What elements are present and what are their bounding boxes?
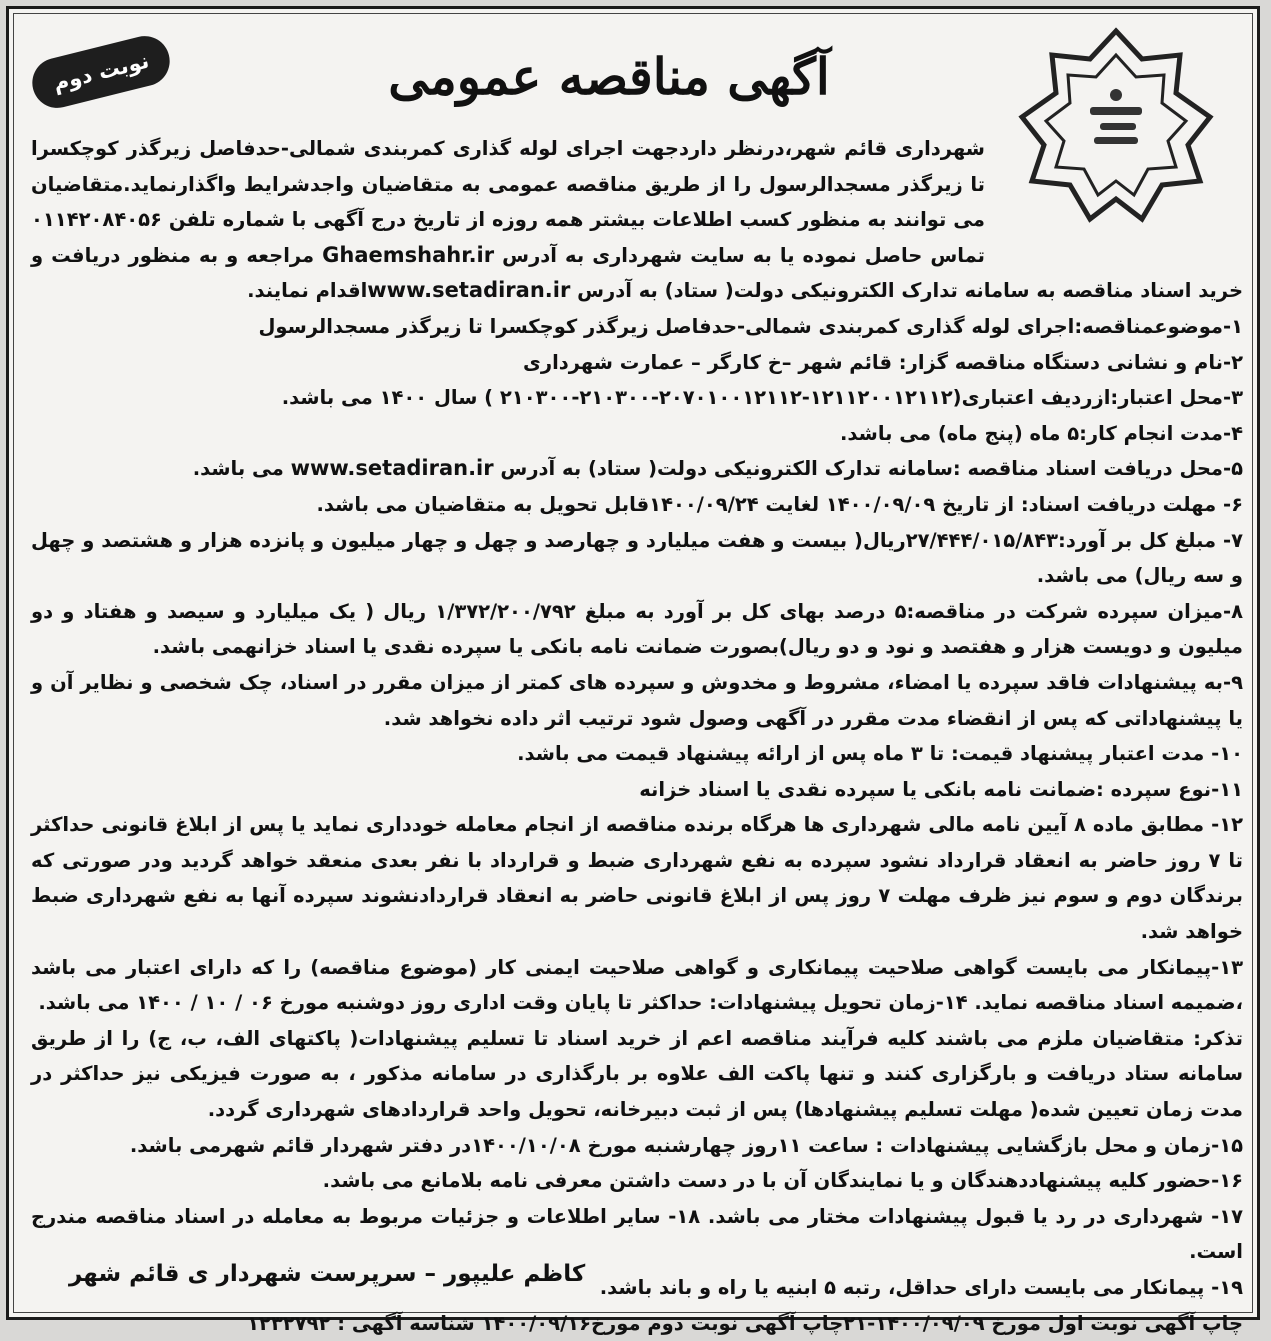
signature: کاظم علیپور – سرپرست شهردار ی قائم شهر xyxy=(69,1261,586,1287)
tender-notice xyxy=(6,6,1260,1335)
item-17-18: ۱۷- شهرداری در رد یا قبول پیشنهادات مختار می باشد. ۱۸- سایر اطلاعات و جزئیات مربوط به معامله در اسناد مناقصه مندرج است. xyxy=(31,1204,1243,1264)
item-5-website: www.setadiran.ir xyxy=(290,456,494,481)
item-7: ۷- مبلغ کل بر آورد:۲۷/۴۴۴/۰۱۵/۸۴۳ریال( بیست و هفت میلیارد و چهارصد و چهل و چهار میلیون و پانزده هزار و هشتصد و چهل و سه ریال) می باشد. xyxy=(31,528,1243,588)
intro-text-3: اقدام نمایند. xyxy=(247,279,368,303)
item-15: ۱۵-زمان و محل بازگشایی پیشنهادات : ساعت ۱۱روز چهارشنبه مورخ ۱۴۰۰/۱۰/۰۸در دفتر شهردار قائم شهرمی باشد. xyxy=(129,1133,1243,1157)
item-13-14: ۱۳-پیمانکار می بایست گواهی صلاحیت پیمانکاری و گواهی صلاحیت ایمنی کار (موضوع مناقصه) را که دارای اعتبار می باشد ،ضمیمه اسناد مناقصه نماید. ۱۴-زمان تحویل پیشنهادات: حداکثر تا پایان وقت اداری روز دوشنبه مورخ ۰۶ / ۱۰ / ۱۴۰۰ می باشد. xyxy=(31,955,1243,1015)
note: تذکر: متقاضیان ملزم می باشند کلیه فرآیند مناقصه اعم از خرید اسناد تا تسلیم پیشنهادات( پاکتهای الف، ب، ج) را از طریق سامانه ستاد دریافت و بارگزاری کنند و تنها پاکت الف علاوه بر بارگذاری در سامانه مذکور ، به صورت فیزیکی نیز حداکثر در مدت زمان تعیین شده( مهلت تسلیم پیشنهادها) پس از ثبت دبیرخانه، تحویل واحد قراردادهای شهرداری گردد. xyxy=(31,1026,1243,1122)
item-5-end: می باشد. xyxy=(192,457,284,481)
item-10: ۱۰- مدت اعتبار پیشنهاد قیمت: تا ۳ ماه پس از ارائه پیشنهاد قیمت می باشد. xyxy=(517,742,1243,766)
notice-body xyxy=(31,131,1243,1341)
item-6: ۶- مهلت دریافت اسناد: از تاریخ ۱۴۰۰/۰۹/۰۹ لغایت ۱۴۰۰/۰۹/۲۴قابل تحویل به متقاضیان می باشد. xyxy=(316,492,1243,516)
notice-title: آگهی مناقصه عمومی xyxy=(388,47,830,106)
item-1: ۱-موضوعمناقصه:اجرای لوله گذاری کمربندی شمالی-حدفاصل زیرگذر کوچکسرا تا زیرگذر مسجدالرسول xyxy=(258,314,1243,338)
item-5 xyxy=(31,451,1243,487)
municipality-website: Ghaemshahr.ir xyxy=(322,242,495,267)
item-11: ۱۱-نوع سپرده :ضمانت نامه بانکی یا سپرده نقدی یا اسناد خزانه xyxy=(639,777,1243,801)
logo-spacer xyxy=(985,131,1243,255)
intro-text: شهرداری قائم شهر،درنظر داردجهت اجرای لوله گذاری کمربندی شمالی-حدفاصل زیرگذر کوچکسرا تا زیرگذر مسجدالرسول را از طریق مناقصه عمومی به متقاضیان واجدشرایط واگذارنماید.متقاضیان می توانند به منظور کسب اطلاعات بیشتر همه روزه از تاریخ درج آگهی با شماره تلفن ۰۱۱۴۲۰۸۴۰۵۶ تماس حاصل نموده یا به سایت شهرداری به آدرس xyxy=(31,137,986,267)
item-19: ۱۹- پیمانکار می بایست دارای حداقل، رتبه ۵ ابنیه یا راه و باند باشد. xyxy=(599,1276,1243,1299)
item-12: ۱۲- مطابق ماده ۸ آیین نامه مالی شهرداری ها هرگاه برنده مناقصه از انجام معامله خودداری نماید یا پس از ابلاغ قانونی حداکثر تا ۷ روز حاضر به انعقاد قرارداد نشود سپرده به نفع شهرداری ضبط و قرارداد با نفر بعدی منعقد خواهد گردید ودر صورتی که برندگان دوم و سوم نیز ظرف مهلت ۷ روز پس از ابلاغ قانونی حاضر به انعقاد قراردادنشوند سپرده آنها به نفع شهرداری ضبط خواهد شد. xyxy=(31,813,1244,944)
item-9: ۹-به پیشنهادات فاقد سپرده یا امضاء، مشروط و مخدوش و سپرده های کمتر از میزان مقرر در اسناد، چک شخصی و نظایر آن و یا پیشنهاداتی که پس از انقضاء مدت مقرر در آگهی وصول شود ترتیب اثر داده نخواهد شد. xyxy=(31,670,1243,730)
intro-text-2: مراجعه و به منظور دریافت و خرید اسناد مناقصه به سامانه تدارک الکترونیکی دولت( ستاد) به آدرس xyxy=(31,243,1243,303)
print-info: چاپ آگهی نوبت اول مورخ ۱۴۰۰/۰۹/۰۹-۲۱چاپ آگهی نوبت دوم مورخ۱۴۰۰/۰۹/۱۶ شناسه آگهی : ۱۲۳۲۷۹۲ xyxy=(247,1311,1243,1335)
item-2: ۲-نام و نشانی دستگاه مناقصه گزار: قائم شهر –خ کارگر – عمارت شهرداری xyxy=(522,350,1243,374)
item-3: ۳-محل اعتبار:ازردیف اعتباری(۱۲۱۱۲۰۰۱۲۱۱۲-۲۰۷۰۱۰۰۱۲۱۱۲-۲۱۰۳۰۰-۲۱۰۳۰۰ ) سال ۱۴۰۰ می باشد. xyxy=(281,386,1243,410)
item-16: ۱۶-حضور کلیه پیشنهاددهندگان و یا نمایندگان آن با در دست داشتن معرفی نامه بلامانع می باشد. xyxy=(322,1169,1243,1193)
item-5-text: ۵-محل دریافت اسناد مناقصه :سامانه تدارک الکترونیکی دولت( ستاد) به آدرس xyxy=(500,457,1243,481)
item-4: ۴-مدت انجام کار:۵ ماه (پنج ماه) می باشد. xyxy=(840,421,1243,445)
second-round-badge: نوبت دوم xyxy=(27,31,175,113)
setad-website: www.setadiran.ir xyxy=(367,278,571,303)
item-8: ۸-میزان سپرده شرکت در مناقصه:۵ درصد بهای کل بر آورد به مبلغ ۱/۳۷۲/۲۰۰/۷۹۲ ریال ( یک میلیارد و سیصد و هفتاد و دو میلیون و دویست هزار و هفتصد و نود و دو ریال)بصورت ضمانت نامه بانکی یا سپرده نقدی یا اسناد خزانهمی باشد. xyxy=(31,599,1243,659)
